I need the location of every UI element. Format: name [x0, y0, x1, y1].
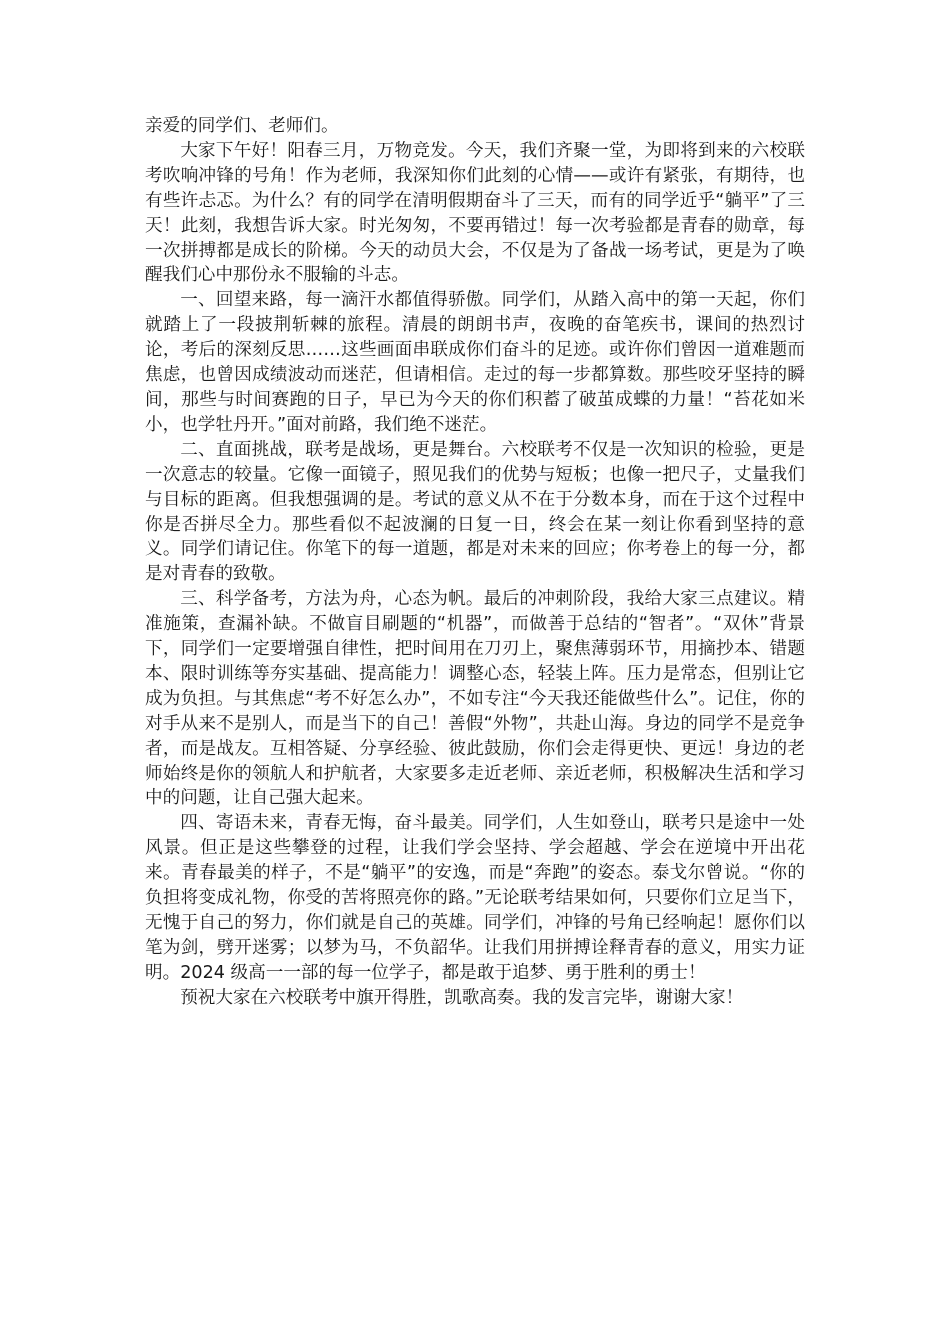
paragraph-closing: 预祝大家在六校联考中旗开得胜，凯歌高奏。我的发言完毕，谢谢大家！ — [180, 987, 744, 1008]
paragraph-section-4: 四、寄语未来，青春无悔，奋斗最美。同学们，人生如登山，联考只是途中一处风景。但正是这些攀登的过程，让我们学会坚持、学会超越、学会在逆境中开出花来。青春最美的样子，不是“躺平”的安逸，而是“奔跑”的姿态。泰戈尔曾说。“你的负担将变成礼物，你受的苦将照亮你的路。”无论联考结果如何，只要你们立足当下，无愧于自己的努力，你们就是自己的英雄。同学们，冲锋的号角已经响起！愿你们以笔为剑，劈开迷雾；以梦为马，不负韶华。让我们用拼搏诠释青春的意义，用实力证明。2024 级高一一部的每一位学子，都是敢于追梦、勇于胜利的勇士！ — [145, 813, 805, 983]
paragraph-section-1: 一、回望来路，每一滴汗水都值得骄傲。同学们，从踏入高中的第一天起，你们就踏上了一段披荆斩棘的旅程。清晨的朗朗书声，夜晚的奋笔疾书，课间的热烈讨论，考后的深刻反思……这些画面串联成你们奋斗的足迹。或许你们曾因一道难题而焦虑，也曾因成绩波动而迷茫，但请相信。走过的每一步都算数。那些咬牙坚持的瞬间，那些与时间赛跑的日子，早已为今天的你们积蓄了破茧成蝶的力量！“苔花如米小，也学牡丹开。”面对前路，我们绝不迷茫。 — [145, 290, 805, 435]
speech-document — [145, 114, 805, 1011]
paragraph-opening: 大家下午好！阳春三月，万物竞发。今天，我们齐聚一堂，为即将到来的六校联考吹响冲锋的号角！作为老师，我深知你们此刻的心情——或许有紧张，有期待，也有些许忐忑。为什么？有的同学在清明假期奋斗了三天，而有的同学近乎“躺平”了三天！此刻，我想告诉大家。时光匆匆，不要再错过！每一次考验都是青春的勋章，每一次拼搏都是成长的阶梯。今天的动员大会，不仅是为了备战一场考试，更是为了唤醒我们心中那份永不服输的斗志。 — [145, 140, 805, 286]
paragraph-section-3: 三、科学备考，方法为舟，心态为帆。最后的冲刺阶段，我给大家三点建议。精准施策，查漏补缺。不做盲目刷题的“机器”，而做善于总结的“智者”。“双休”背景下，同学们一定要增强自律性，把时间用在刀刃上，聚焦薄弱环节，用摘抄本、错题本、限时训练等夯实基础、提高能力！调整心态，轻装上阵。压力是常态，但别让它成为负担。与其焦虑“考不好怎么办”，不如专注“今天我还能做些什么”。记住，你的对手从来不是别人，而是当下的自己！善假“外物”，共赴山海。身边的同学不是竞争者，而是战友。互相答疑、分享经验、彼此鼓励，你们会走得更快、更远！身边的老师始终是你的领航人和护航者，大家要多走近老师、亲近老师，积极解决生活和学习中的问题，让自己强大起来。 — [145, 589, 805, 809]
paragraph-section-2: 二、直面挑战，联考是战场，更是舞台。六校联考不仅是一次知识的检验，更是一次意志的较量。它像一面镜子，照见我们的优势与短板；也像一把尺子，丈量我们与目标的距离。但我想强调的是。考试的意义从不在于分数本身，而在于这个过程中你是否拼尽全力。那些看似不起波澜的日复一日，终会在某一刻让你看到坚持的意义。同学们请记住。你笔下的每一道题，都是对未来的回应；你考卷上的每一分，都是对青春的致敬。 — [145, 439, 805, 585]
salutation: 亲爱的同学们、老师们。 — [145, 116, 339, 136]
